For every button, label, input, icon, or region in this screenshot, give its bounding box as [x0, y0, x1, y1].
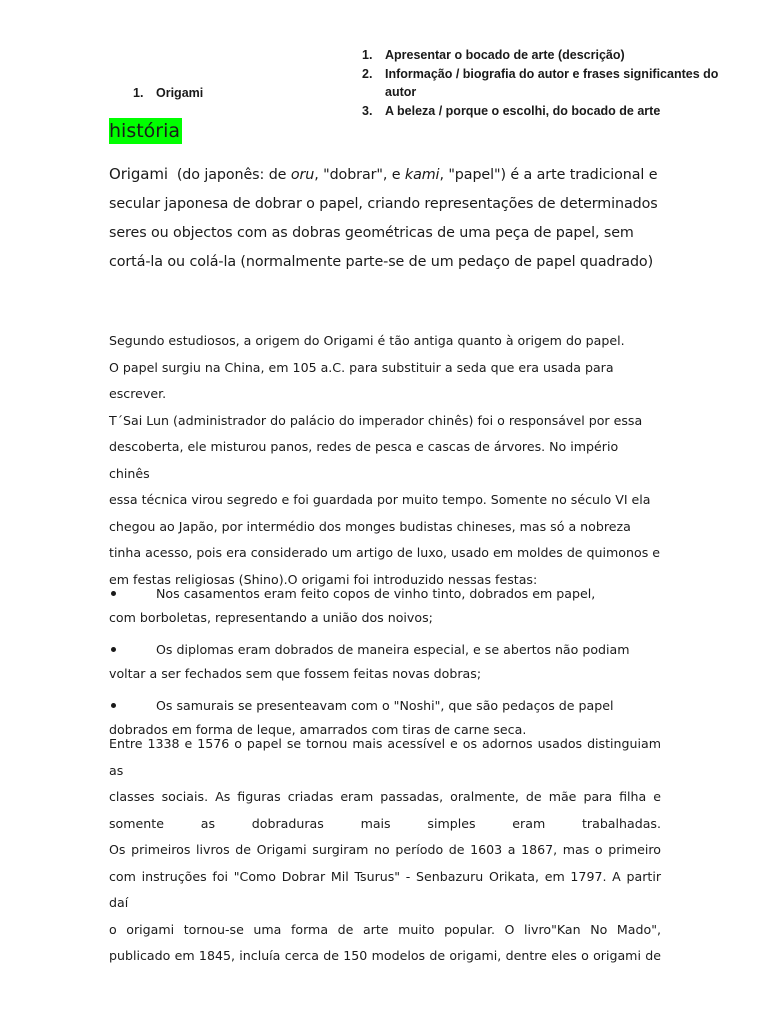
- bullet-icon: [109, 694, 156, 718]
- bullet-text: Os samurais se presenteavam com o "Noshi", que são pedaços de papel: [156, 698, 614, 713]
- bullet-text: Nos casamentos eram feito copos de vinho tinto, dobrados em papel,: [156, 586, 596, 601]
- outline-number: 3.: [362, 103, 373, 118]
- paragraph-line: chegou ao Japão, por intermédio dos monges budistas chineses, mas só a nobreza: [109, 518, 631, 534]
- paragraph-line: essa técnica virou segredo e foi guardada por muito tempo. Somente no século VI ela: [109, 492, 651, 507]
- outline-item: [362, 65, 722, 102]
- intro-text: (do japonês: de: [167, 167, 291, 183]
- outline-list: [362, 46, 722, 120]
- intro-paragraph: [109, 160, 661, 277]
- paragraph-line: o origami tornou-se uma forma de arte muito popular. O livro"Kan No Mado",: [109, 921, 661, 937]
- paragraph-line: classes sociais. As figuras criadas eram passadas, oralmente, de mãe para filha e: [109, 789, 661, 804]
- bullet-icon: [109, 582, 156, 606]
- bullet-text-continued: dobrados em forma de leque, amarrados com tiras de carne seca.: [109, 722, 527, 737]
- history-paragraph: [109, 328, 661, 593]
- paragraph-line: publicado em 1845, incluía cerca de 150 modelos de origami, dentre eles o origami de: [109, 948, 661, 963]
- outline-item: [362, 46, 722, 65]
- paragraph-line: somente as dobraduras mais simples eram trabalhadas.: [109, 815, 661, 831]
- bullet-list: [109, 582, 669, 750]
- intro-word-kami: kami: [404, 167, 440, 183]
- outline-item: [362, 102, 722, 121]
- continuation-paragraph: [109, 731, 661, 970]
- paragraph-line: tinha acesso, pois era considerado um artigo de luxo, usado em moldes de quimonos e: [109, 545, 661, 560]
- bullet-text-continued: com borboletas, representando a união dos noivos;: [109, 610, 433, 625]
- paragraph-line: em festas religiosas (Shino).O origami foi introduzido nessas festas:: [109, 571, 538, 587]
- topic-number: 1.: [133, 86, 144, 100]
- bullet-text-continued: voltar a ser fechados sem que fossem feitas novas dobras;: [109, 666, 482, 681]
- paragraph-line: T´Sai Lun (administrador do palácio do imperador chinês) foi o responsável por essa: [109, 412, 643, 428]
- intro-text: , "dobrar", e: [314, 167, 405, 183]
- paragraph-line: com instruções foi "Como Dobrar Mil Tsurus" - Senbazuru Orikata, em 1797. A partir daí: [109, 868, 661, 910]
- topic-item: [133, 86, 203, 100]
- paragraph-line: Os primeiros livros de Origami surgiram no período de 1603 a 1867, mas o primeiro: [109, 842, 661, 857]
- outline-number: 1.: [362, 48, 373, 62]
- outline-number: 2.: [362, 66, 373, 81]
- paragraph-line: Segundo estudiosos, a origem do Origami é tão antiga quanto à origem do papel.: [109, 333, 625, 348]
- outline-text: Informação / biografia do autor e frases significantes do autor: [385, 66, 719, 99]
- intro-term: Origami: [109, 165, 168, 183]
- bullet-item: [109, 638, 669, 686]
- paragraph-line: descoberta, ele misturou panos, redes de pesca e cascas de árvores. No império chinês: [109, 439, 619, 481]
- outline-text: A beleza / porque o escolhi, do bocado de arte: [385, 103, 661, 118]
- bullet-item: [109, 582, 669, 630]
- bullet-icon: [109, 638, 156, 662]
- outline-text: Apresentar o bocado de arte (descrição): [385, 48, 625, 62]
- intro-word-oru: oru: [290, 167, 315, 183]
- topic-text: Origami: [156, 86, 204, 100]
- section-heading: história: [109, 120, 181, 142]
- paragraph-line: O papel surgiu na China, em 105 a.C. para substituir a seda que era usada para escrever.: [109, 359, 614, 401]
- paragraph-line: Entre 1338 e 1576 o papel se tornou mais acessível e os adornos usados distinguiam as: [109, 736, 661, 778]
- bullet-text: Os diplomas eram dobrados de maneira especial, e se abertos não podiam: [156, 642, 630, 657]
- intro-text: , "papel") é a arte tradicional e secular japonesa de dobrar o papel, criando representações de determinados seres ou objectos com as dobras geométricas de uma peça de papel, sem cortá-la ou colá-la (normalmente parte-se de um pedaço de papel quadrado): [109, 167, 658, 270]
